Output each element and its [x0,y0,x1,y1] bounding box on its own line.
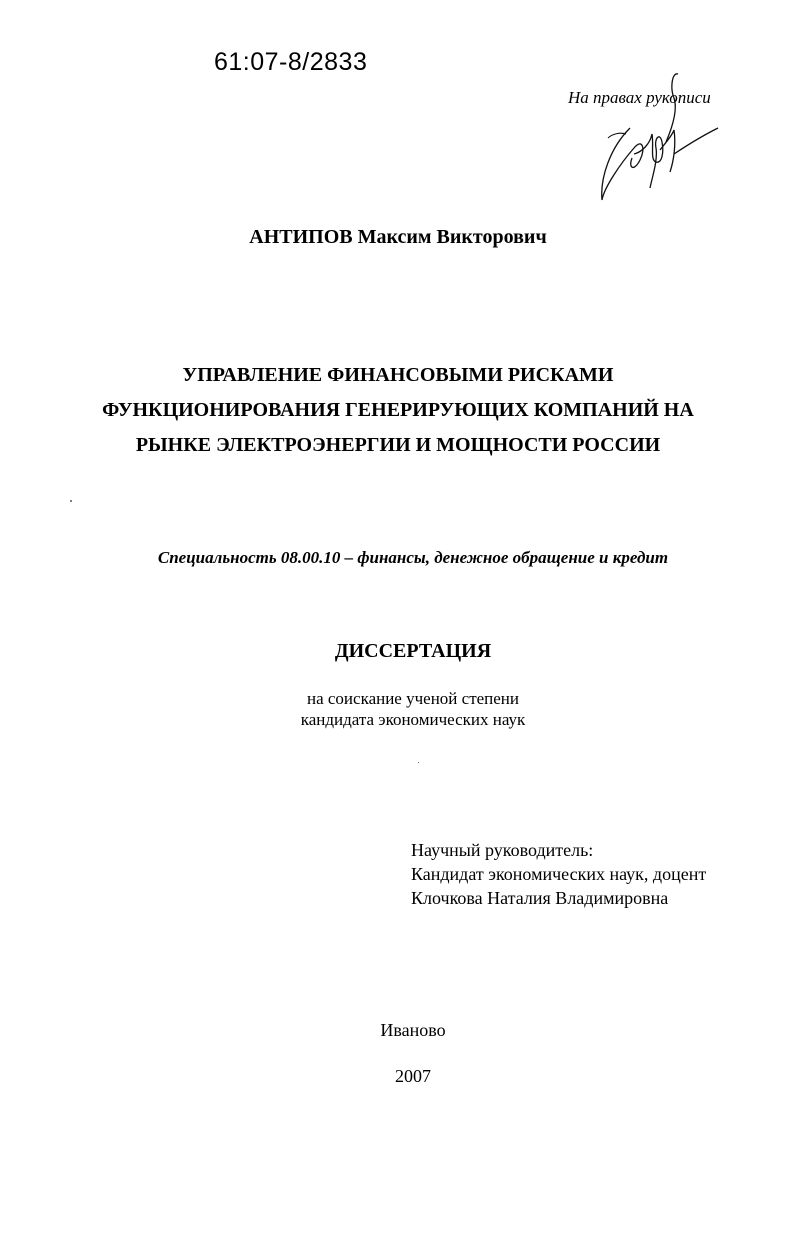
title-line-1: УПРАВЛЕНИЕ ФИНАНСОВЫМИ РИСКАМИ [182,364,614,386]
archive-code: 61:07-8/2833 [214,48,368,76]
degree-line-1: на соискание ученой степени [306,689,520,708]
signature-icon [590,68,740,213]
year: 2007 [395,1066,431,1086]
scan-speck [418,762,419,763]
manuscript-note: На правах рукописи [568,88,711,107]
document-type: ДИССЕРТАЦИЯ [334,640,492,662]
dissertation-title [0,358,796,463]
supervisor-heading: Научный руководитель: [411,840,594,860]
supervisor-name: Клочкова Наталия Владимировна [411,888,669,908]
specialty: Специальность 08.00.10 – финансы, денежное обращение и кредит [157,548,669,567]
title-line-3: РЫНКЕ ЭЛЕКТРОЭНЕРГИИ И МОЩНОСТИ РОССИИ [135,434,661,456]
title-line-2: ФУНКЦИОНИРОВАНИЯ ГЕНЕРИРУЮЩИХ КОМПАНИЙ НА [102,399,694,421]
author-name: АНТИПОВ Максим Викторович [249,226,547,248]
degree-line-2: кандидата экономических наук [300,710,526,729]
supervisor-rank: Кандидат экономических наук, доцент [411,864,707,884]
scan-speck [70,500,72,502]
supervisor-block [411,838,706,910]
degree-sought [0,688,796,730]
city: Иваново [380,1020,446,1040]
